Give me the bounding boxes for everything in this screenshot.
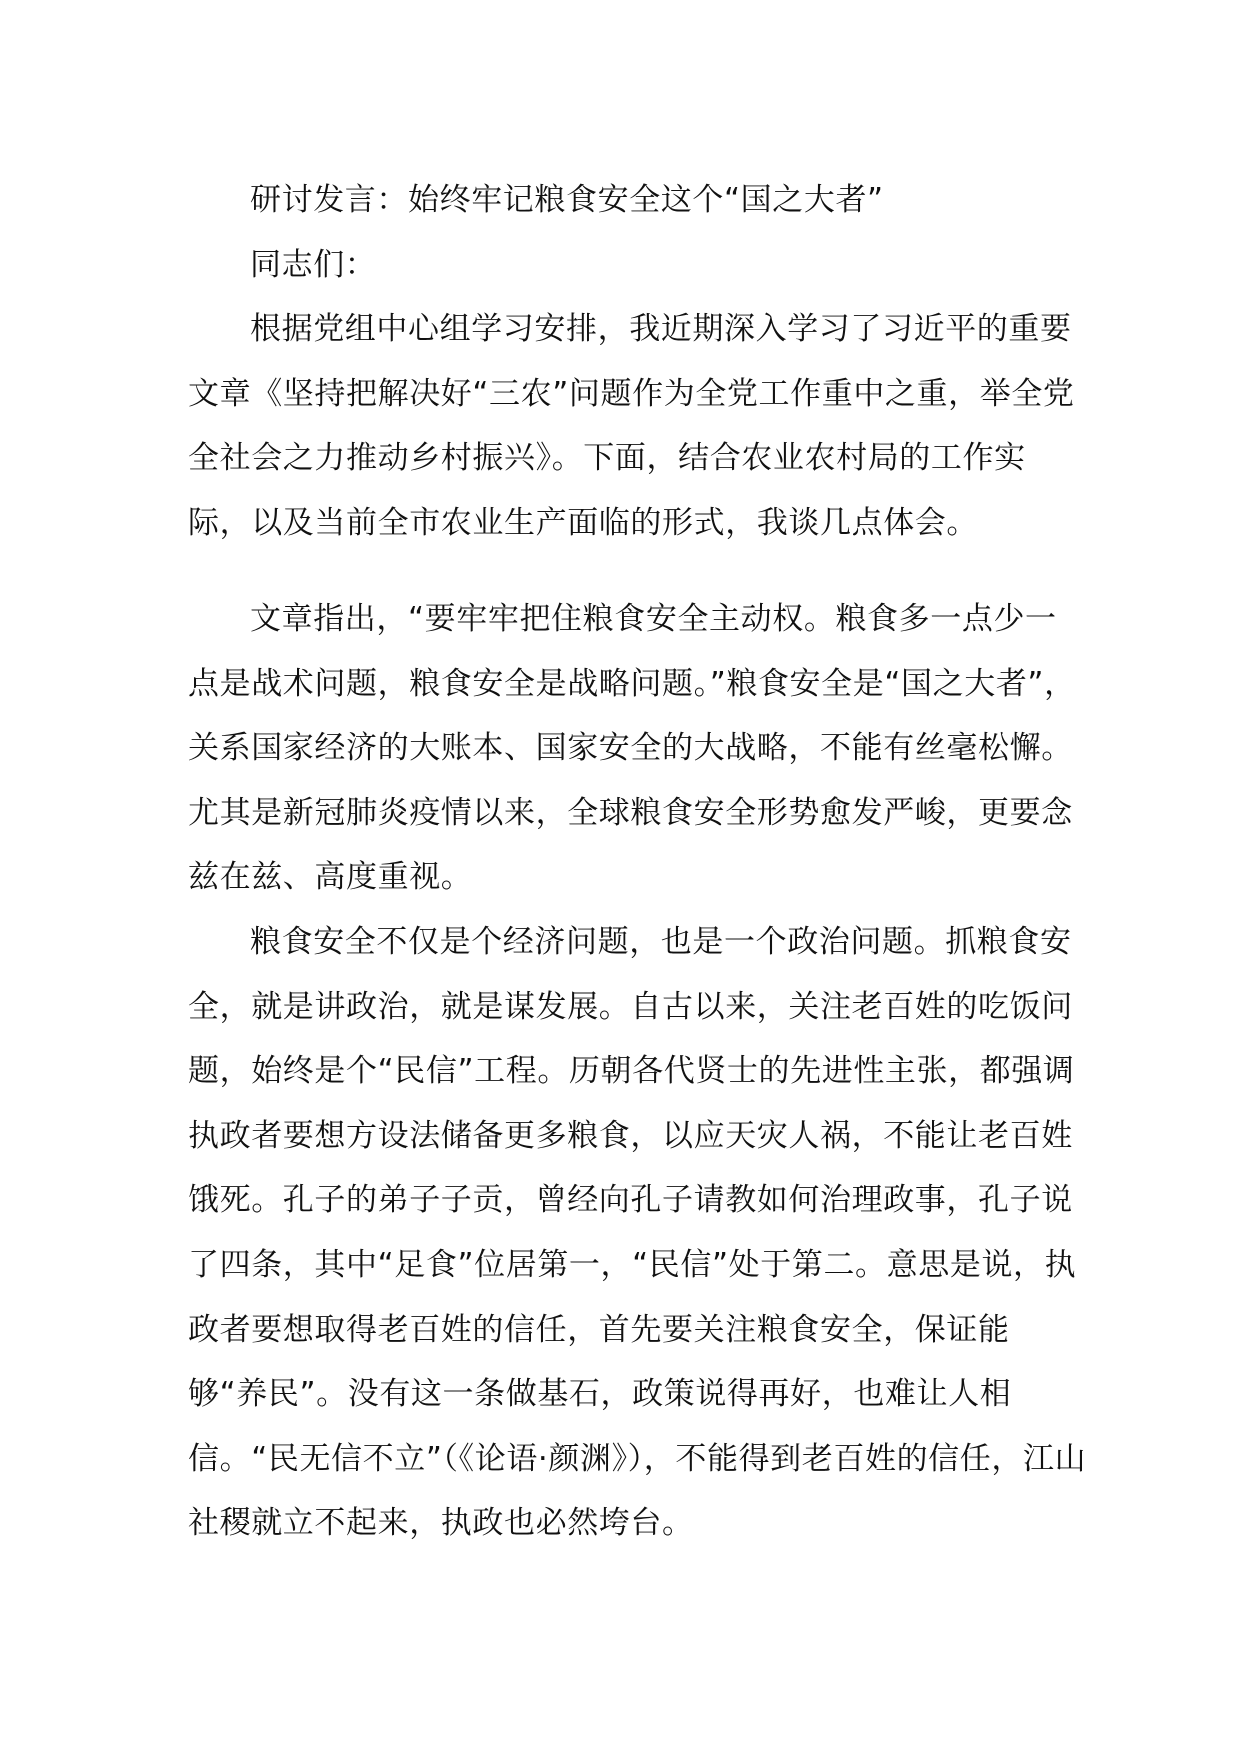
salutation: 同志们： xyxy=(250,246,377,283)
document-title: 研讨发言：始终牢记粮食安全这个“国之大者” xyxy=(250,182,884,218)
paragraph-2: 文章指出，“要牢牢把住粮食安全主动权。粮食多一点少一点是战术问题，粮食安全是战略问题。”粮食安全是“国之大者”，关系国家经济的大账本、国家安全的大战略，不能有丝毫松懈。尤其是新冠肺炎疫情以来，全球粮食安全形势愈发严峻，更要念兹在兹、高度重视。 xyxy=(188,601,1076,896)
paragraph-3: 粮食安全不仅是个经济问题，也是一个政治问题。抓粮食安全，就是讲政治，就是谋发展。自古以来，关注老百姓的吃饭问题，始终是个“民信”工程。历朝各代贤士的先进性主张，都强调执政者要想方设法储备更多粮食，以应天灾人祸，不能让老百姓饿死。孔子的弟子子贡，曾经向孔子请教如何治理政事，孔子说了四条，其中“足食”位居第一，“民信”处于第二。意思是说，执政者要想取得老百姓的信任，首先要关注粮食安全，保证能够“养民”。没有这一条做基石，政策说得再好，也难让人相信。“民无信不立”（《论语·颜渊》），不能得到老百姓的信任，江山社稷就立不起来，执政也必然垮台。 xyxy=(188,923,1087,1542)
body-block xyxy=(188,587,1088,1556)
paragraph-1: 根据党组中心组学习安排，我近期深入学习了习近平的重要文章《坚持把解决好“三农”问题作为全党工作重中之重，举全党全社会之力推动乡村振兴》。下面，结合农业农村局的工作实际，以及当前全市农业生产面临的形式，我谈几点体会。 xyxy=(188,311,1075,541)
intro-block xyxy=(188,168,1088,556)
